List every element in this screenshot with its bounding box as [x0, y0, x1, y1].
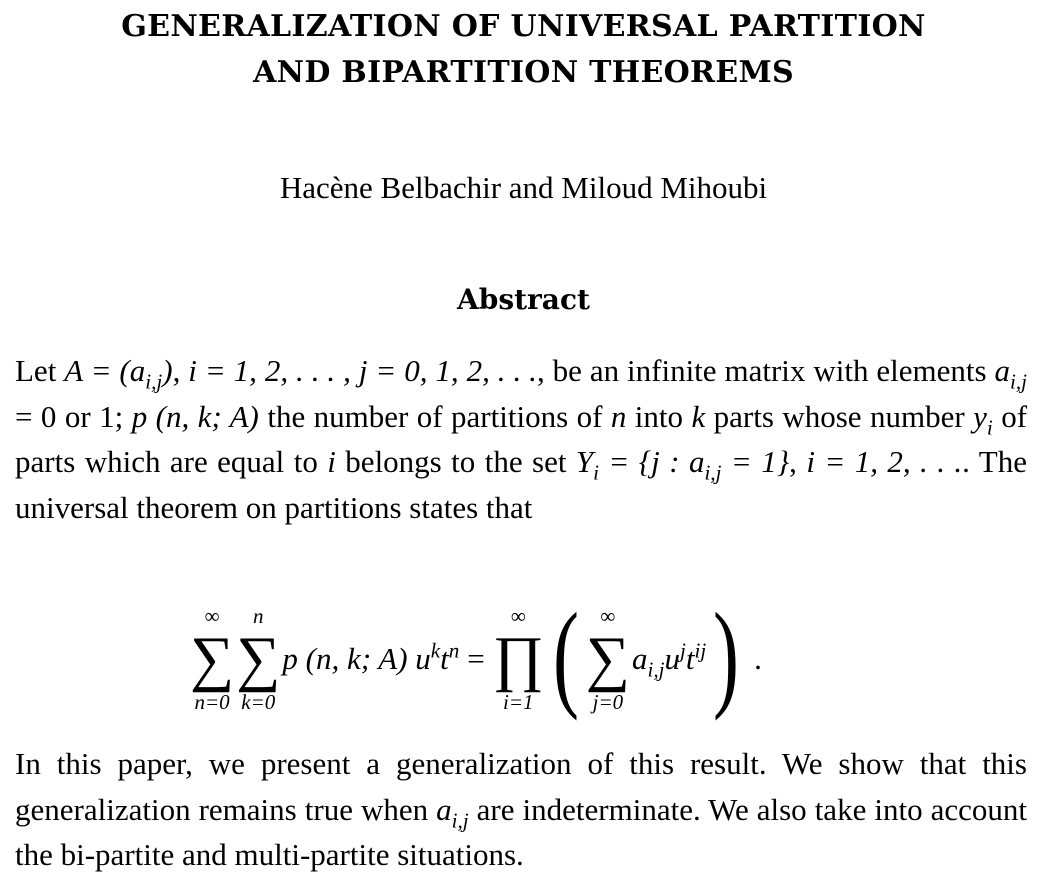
title-line-1: GENERALIZATION OF UNIVERSAL PARTITION	[121, 9, 926, 44]
p-nkA: p (n, k; A)	[131, 398, 259, 434]
abstract-heading: Abstract	[457, 283, 590, 316]
j-range: j = 0, 1, 2, . . .	[358, 353, 537, 388]
element-a-2: $a_{i,j}$	[436, 791, 469, 832]
element-a: $a_{i,j}$	[994, 353, 1028, 394]
text: or 1;	[56, 398, 132, 434]
var-y: $y_i$	[973, 398, 993, 439]
paper-title	[0, 4, 1047, 96]
text: ,	[789, 444, 807, 480]
text: . The universal theorem on partitions states that	[15, 444, 1027, 525]
lhs-term: p (n, k; A) $u^kt^n$	[282, 638, 460, 676]
set-Y: $Y_i = \{j$ : $a_{i,j} = 1$}	[575, 444, 790, 485]
product-over-i: ∞ ∏ i=1	[492, 604, 544, 714]
var-k: k	[691, 398, 706, 434]
authors: Hacène Belbachir and Miloud Mihoubi	[279, 170, 768, 205]
text: the number of partitions of	[258, 398, 611, 434]
right-paren: )	[713, 588, 740, 721]
text: Let	[15, 353, 65, 388]
equals-sign: =	[467, 641, 485, 676]
text: into	[626, 398, 692, 434]
text: belongs to the set	[335, 444, 576, 480]
sum-over-n: ∞ ∑ n=0	[190, 604, 235, 714]
text: of parts which are equal to	[15, 398, 1028, 480]
i-range-2: i = 1, 2, . . .	[806, 444, 963, 480]
text: , be an infinite matrix with elements	[536, 353, 995, 388]
sum-over-k: n ∑ k=0	[236, 604, 281, 714]
i-range: i = 1, 2, . . . ,	[188, 353, 351, 388]
abstract-paragraph-1	[15, 348, 1027, 530]
text: In this paper, we present a generalization of this result. We show that this generalization remains true when	[15, 746, 1027, 827]
eq-zero: = 0	[15, 398, 57, 434]
text: parts whose number	[705, 398, 974, 434]
text: ,	[172, 353, 189, 388]
sum-over-j: ∞ ∑ j=0	[585, 604, 630, 714]
left-paren: (	[552, 588, 579, 721]
var-i: i	[327, 444, 336, 480]
equation-period: .	[754, 641, 762, 676]
text: are indeterminate. We also take into account the bi-partite and multi-partite situations.	[15, 791, 1027, 873]
title-line-2: AND BIPARTITION THEOREMS	[253, 55, 794, 90]
display-equation	[0, 584, 1047, 734]
abstract-paragraph-2	[15, 741, 1027, 878]
rhs-term: $a_{i,j}u^jt^{ij}$	[632, 638, 707, 682]
var-n: n	[610, 398, 627, 434]
matrix-definition: $A = (a_{i,j})$	[64, 353, 173, 394]
